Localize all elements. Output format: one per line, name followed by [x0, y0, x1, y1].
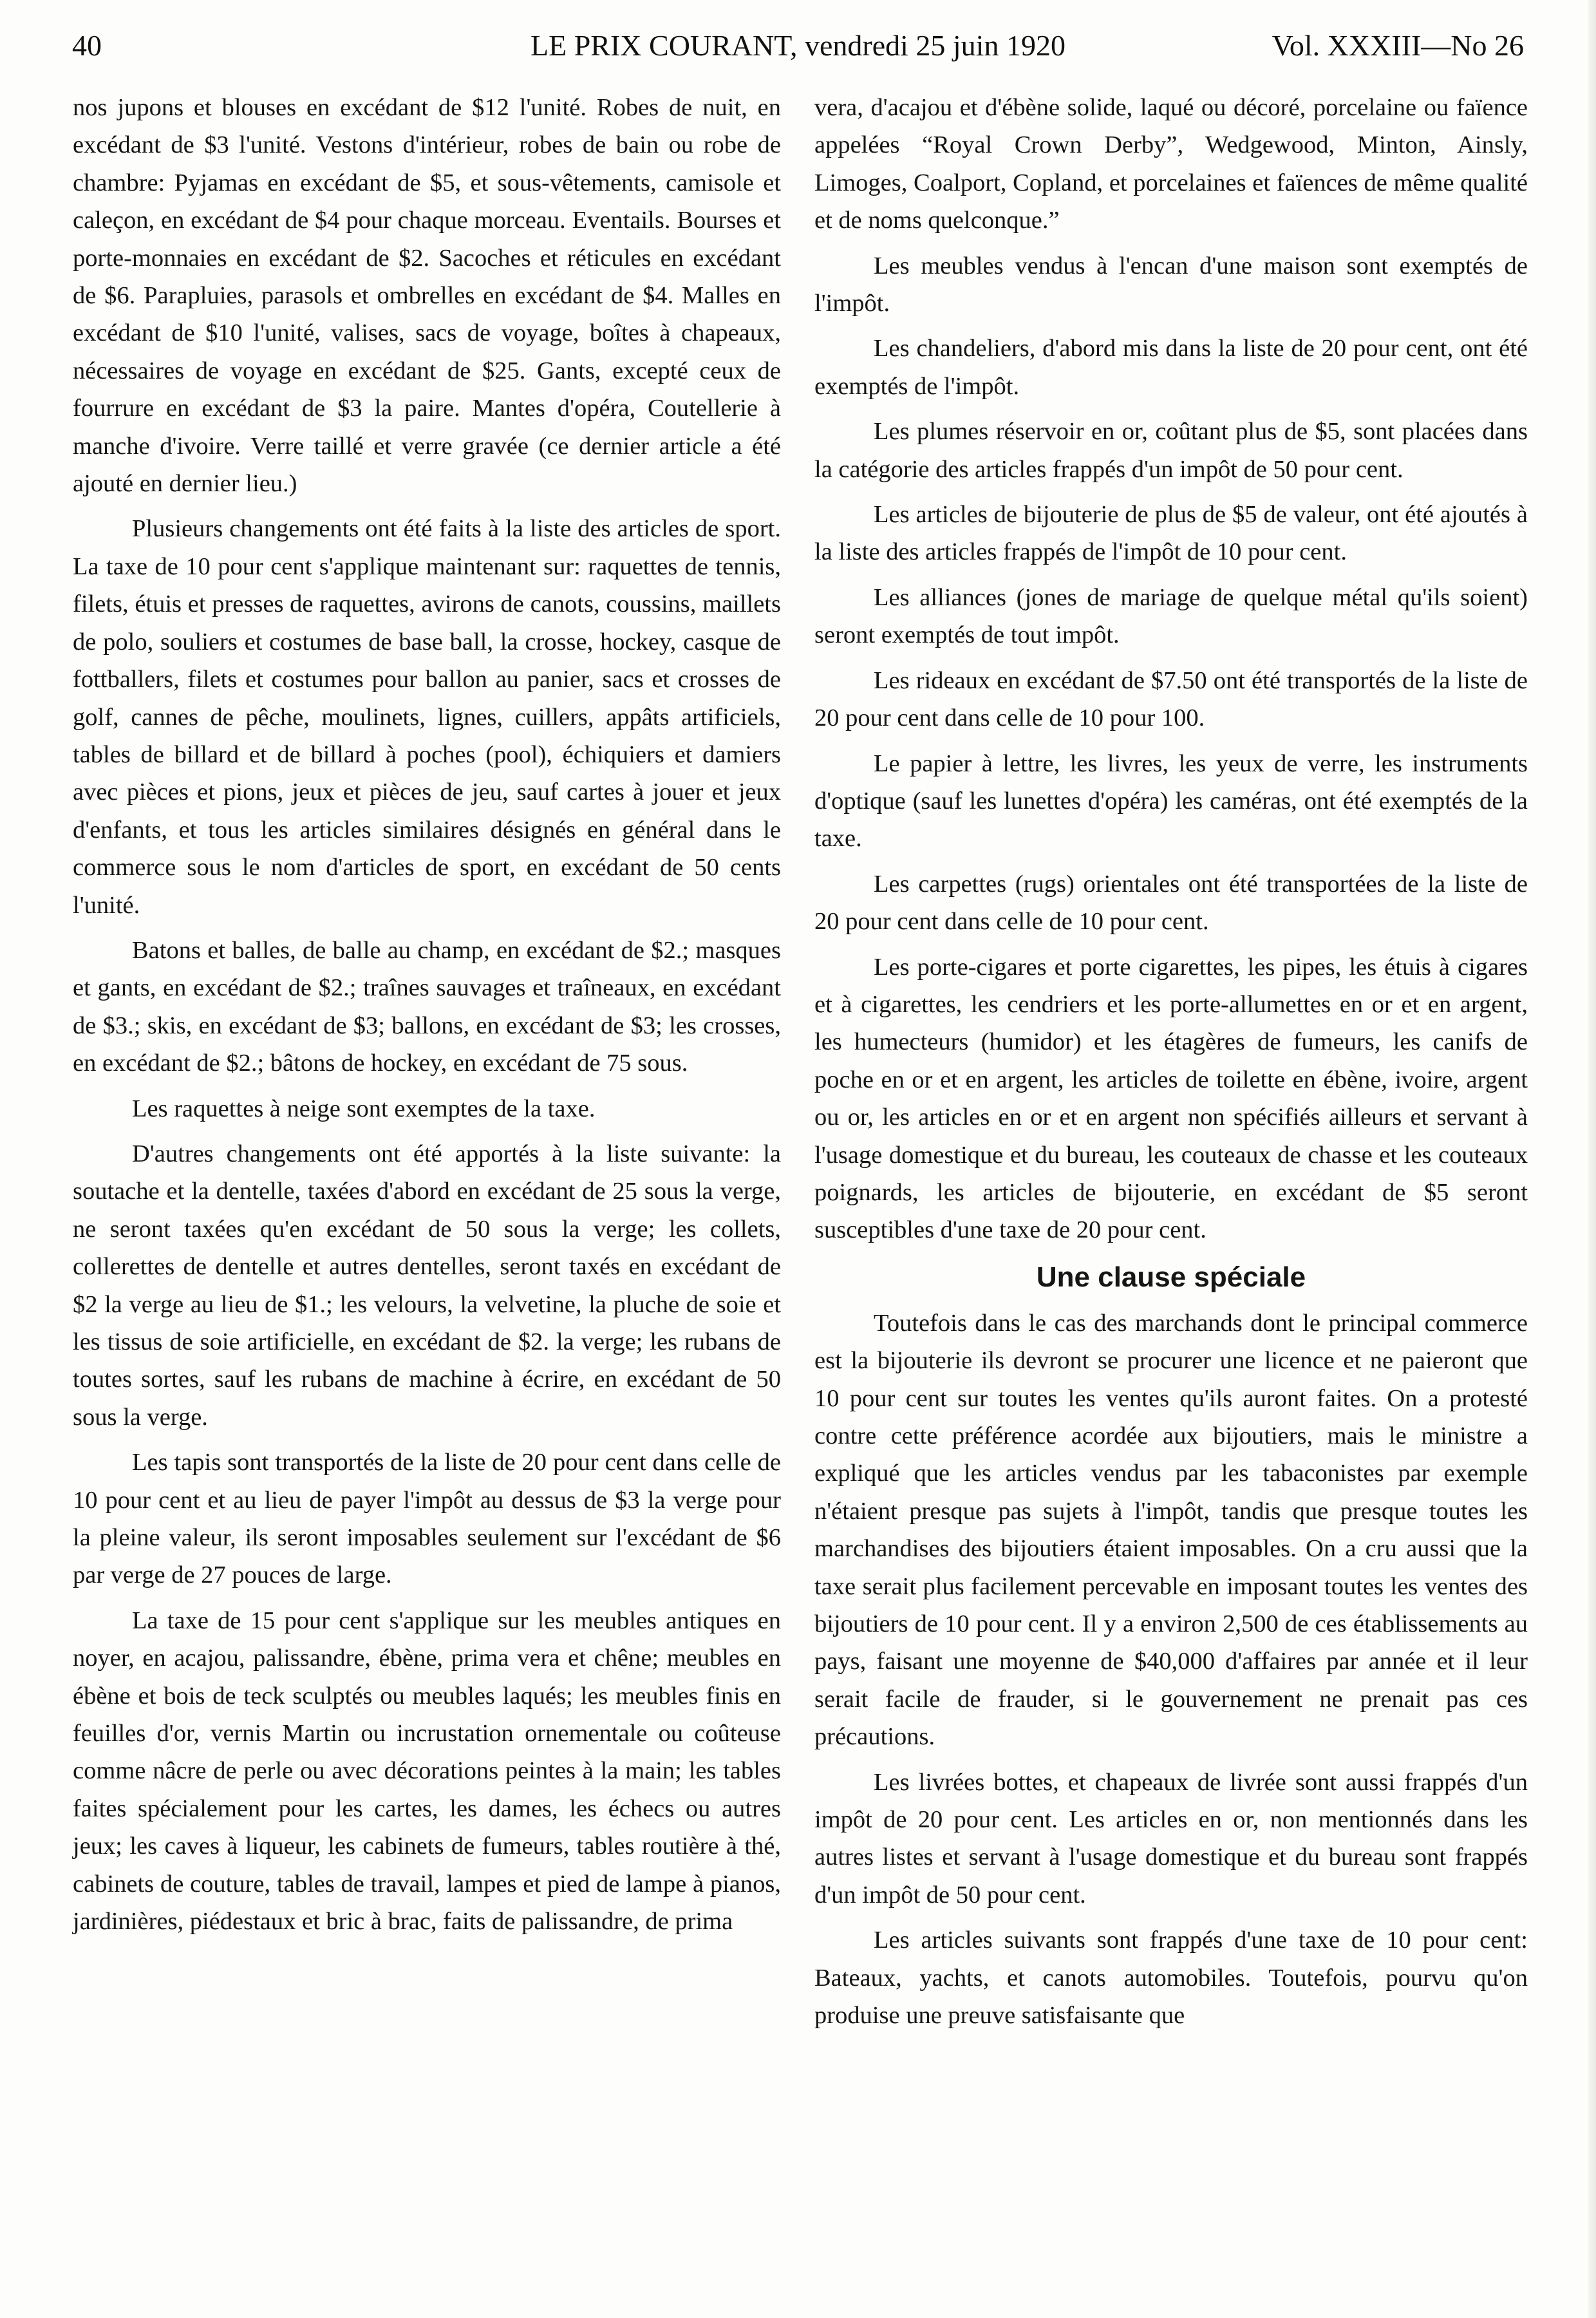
- paragraph: Les tapis sont transportés de la liste de 20 pour cent dans celle de 10 pour cent et au lieu de payer l'impôt au dessus de $3 la verge pour la pleine valeur, ils seront imposables seulement sur l'excédant de $6 par verge de 27 pouces de large.: [73, 1449, 781, 1589]
- paragraph: Les rideaux en excédant de $7.50 ont été transportés de la liste de 20 pour cent dans celle de 10 pour 100.: [814, 666, 1528, 732]
- volume-number: Vol. XXXIII—No 26: [1272, 29, 1524, 62]
- paragraph: nos jupons et blouses en excédant de $12 l'unité. Robes de nuit, en excédant de $3 l'unité. Vestons d'intérieur, robes de bain ou robe de chambre: Pyjamas en excédant de $5, et sous-vêtements, camisole et caleçon, en excédant de $4 pour chaque morceau. Eventails. Bourses et porte-monnaies en excédant de $2. Sacoches et réticules en excédant de $6. Parapluies, parasols et ombrelles en excédant de $4. Malles en excédant de $10 l'unité, valises, sacs de voyage, boîtes à chapeaux, nécessaires de voyage en excédant de $25. Gants, excepté ceux de fourrure en excédant de $3 la paire. Mantes d'opéra, Coutellerie à manche d'ivoire. Verre taillé et verre gravée (ce dernier article a été ajouté en dernier lieu.): [73, 94, 781, 498]
- right-column: [814, 89, 1528, 2042]
- paragraph: vera, d'acajou et d'ébène solide, laqué ou décoré, porcelaine ou faïence appelées “Royal Crown Derby”, Wedgewood, Minton, Ainsly, Limoges, Coalport, Copland, et porcelaines et faïences de même qualité et de noms quelconque.”: [814, 94, 1528, 234]
- page-header: [72, 23, 1524, 68]
- paragraph: Les meubles vendus à l'encan d'une maison sont exemptés de l'impôt.: [814, 252, 1528, 317]
- paragraph: Les articles suivants sont frappés d'une taxe de 10 pour cent: Bateaux, yachts, et canots automobiles. Toutefois, pourvu qu'on produise une preuve satisfaisante que: [814, 1927, 1528, 2030]
- newspaper-title: LE PRIX COURANT, vendredi 25 juin 1920: [530, 29, 1066, 62]
- left-column: [73, 89, 781, 1948]
- paragraph: Les plumes réservoir en or, coûtant plus de $5, sont placées dans la catégorie des articles frappés d'un impôt de 50 pour cent.: [814, 418, 1528, 483]
- paragraph: Batons et balles, de balle au champ, en excédant de $2.; masques et gants, en excédant de $2.; traînes sauvages et traîneaux, en excédant de $3.; skis, en excédant de $3; ballons, en excédant de $3; les crosses, en excédant de $2.; bâtons de hockey, en excédant de 75 sous.: [73, 936, 781, 1077]
- paragraph: Les carpettes (rugs) orientales ont été transportées de la liste de 20 pour cent dans celle de 10 pour cent.: [814, 870, 1528, 936]
- paragraph: Les articles de bijouterie de plus de $5 de valeur, ont été ajoutés à la liste des articles frappés de l'impôt de 10 pour cent.: [814, 501, 1528, 566]
- paragraph: Les chandeliers, d'abord mis dans la liste de 20 pour cent, ont été exemptés de l'impôt.: [814, 335, 1528, 400]
- paragraph: D'autres changements ont été apportés à la liste suivante: la soutache et la dentelle, taxées d'abord en excédant de 25 sous la verge, ne seront taxées qu'en excédant de 50 sous la verge; les collets, collerettes de dentelle et autres dentelles, seront taxés en excédant de $2 la verge au lieu de $1.; les velours, la velvetine, la pluche de soie et les tissus de soie artificielle, en excédant de $2. la verge; les rubans de toutes sortes, sauf les rubans de machine à écrire, en excédant de 50 sous la verge.: [73, 1140, 781, 1431]
- page-number: 40: [72, 29, 102, 62]
- paragraph: Les raquettes à neige sont exemptes de la taxe.: [132, 1095, 596, 1122]
- paragraph: Toutefois dans le cas des marchands dont le principal commerce est la bijouterie ils devront se procurer une licence et ne paieront que 10 pour cent sur toutes les ventes qu'ils auront faites. On a protesté contre cette préférence acordée aux bijoutiers, mais le ministre a expliqué que les articles vendus par les tabaconistes par exemple n'étaient presque pas sujets à l'impôt, tandis que presque toutes les marchandises des bijoutiers étaient imposables. On a cru aussi que la taxe serait plus facilement percevable en imposant toutes les ventes des bijoutiers de 10 pour cent. Il y a environ 2,500 de ces établissements au pays, faisant une moyenne de $40,000 d'affaires par année et il leur serait facile de frauder, si le gouvernement ne prenait pas ces précautions.: [814, 1309, 1528, 1751]
- section-heading: Une clause spéciale: [1036, 1261, 1306, 1293]
- page-edge-shadow: [1588, 0, 1596, 2318]
- paragraph: Le papier à lettre, les livres, les yeux de verre, les instruments d'optique (sauf les lunettes d'opéra) les caméras, ont été exemptés de la taxe.: [814, 749, 1528, 853]
- paragraph: Plusieurs changements ont été faits à la liste des articles de sport. La taxe de 10 pour cent s'applique maintenant sur: raquettes de tennis, filets, étuis et presses de raquettes, avirons de canots, coussins, maillets de polo, souliers et costumes de base ball, la crosse, hockey, casque de fottballers, filets et costumes pour ballon au panier, sacs et crosses de golf, cannes de pêche, moulinets, lignes, cuillers, appâts artificiels, tables de billard et de billard à poches (pool), échiquiers et damiers avec pièces et pions, jeux et pièces de jeu, sauf cartes à jouer et jeux d'enfants, et tous les articles similaires désignés en général dans le commerce sous le nom d'articles de sport, en excédant de 50 cents l'unité.: [73, 515, 781, 919]
- paragraph: La taxe de 15 pour cent s'applique sur les meubles antiques en noyer, en acajou, palissandre, ébène, prima vera et chêne; meubles en ébène et bois de teck sculptés ou meubles laqués; les meubles finis en feuilles d'or, vernis Martin ou incrustation ornementale ou coûteuse comme nâcre de perle ou avec décorations peintes à la main; les tables faites spécialement pour les cartes, les dames, les échecs ou autres jeux; les caves à liqueur, les cabinets de fumeurs, tables routière à thé, cabinets de couture, tables de travail, lampes et pied de lampe à pianos, jardinières, piédestaux et bric à brac, faits de palissandre, de prima: [73, 1607, 781, 1936]
- paragraph: Les porte-cigares et porte cigarettes, les pipes, les étuis à cigares et à cigarettes, les cendriers et les porte-allumettes en or et en argent, les humecteurs (humidor) et les étagères de fumeurs, les canifs de poche en or et en argent, les articles de toilette en ébène, ivoire, argent ou or, les articles en or et en argent non spécifiés ailleurs et servant à l'usage domestique et du bureau, les couteaux de chasse et les couteaux poignards, les articles de bijouterie, en excédant de $5 seront susceptibles d'une taxe de 20 pour cent.: [814, 953, 1528, 1244]
- paragraph: Les livrées bottes, et chapeaux de livrée sont aussi frappés d'un impôt de 20 pour cent. Les articles en or, non mentionnés dans les autres listes et servant à l'usage domestique et du bureau sont frappés d'un impôt de 50 pour cent.: [814, 1768, 1528, 1908]
- paragraph: Les alliances (jones de mariage de quelque métal qu'ils soient) seront exemptés de tout impôt.: [814, 583, 1528, 649]
